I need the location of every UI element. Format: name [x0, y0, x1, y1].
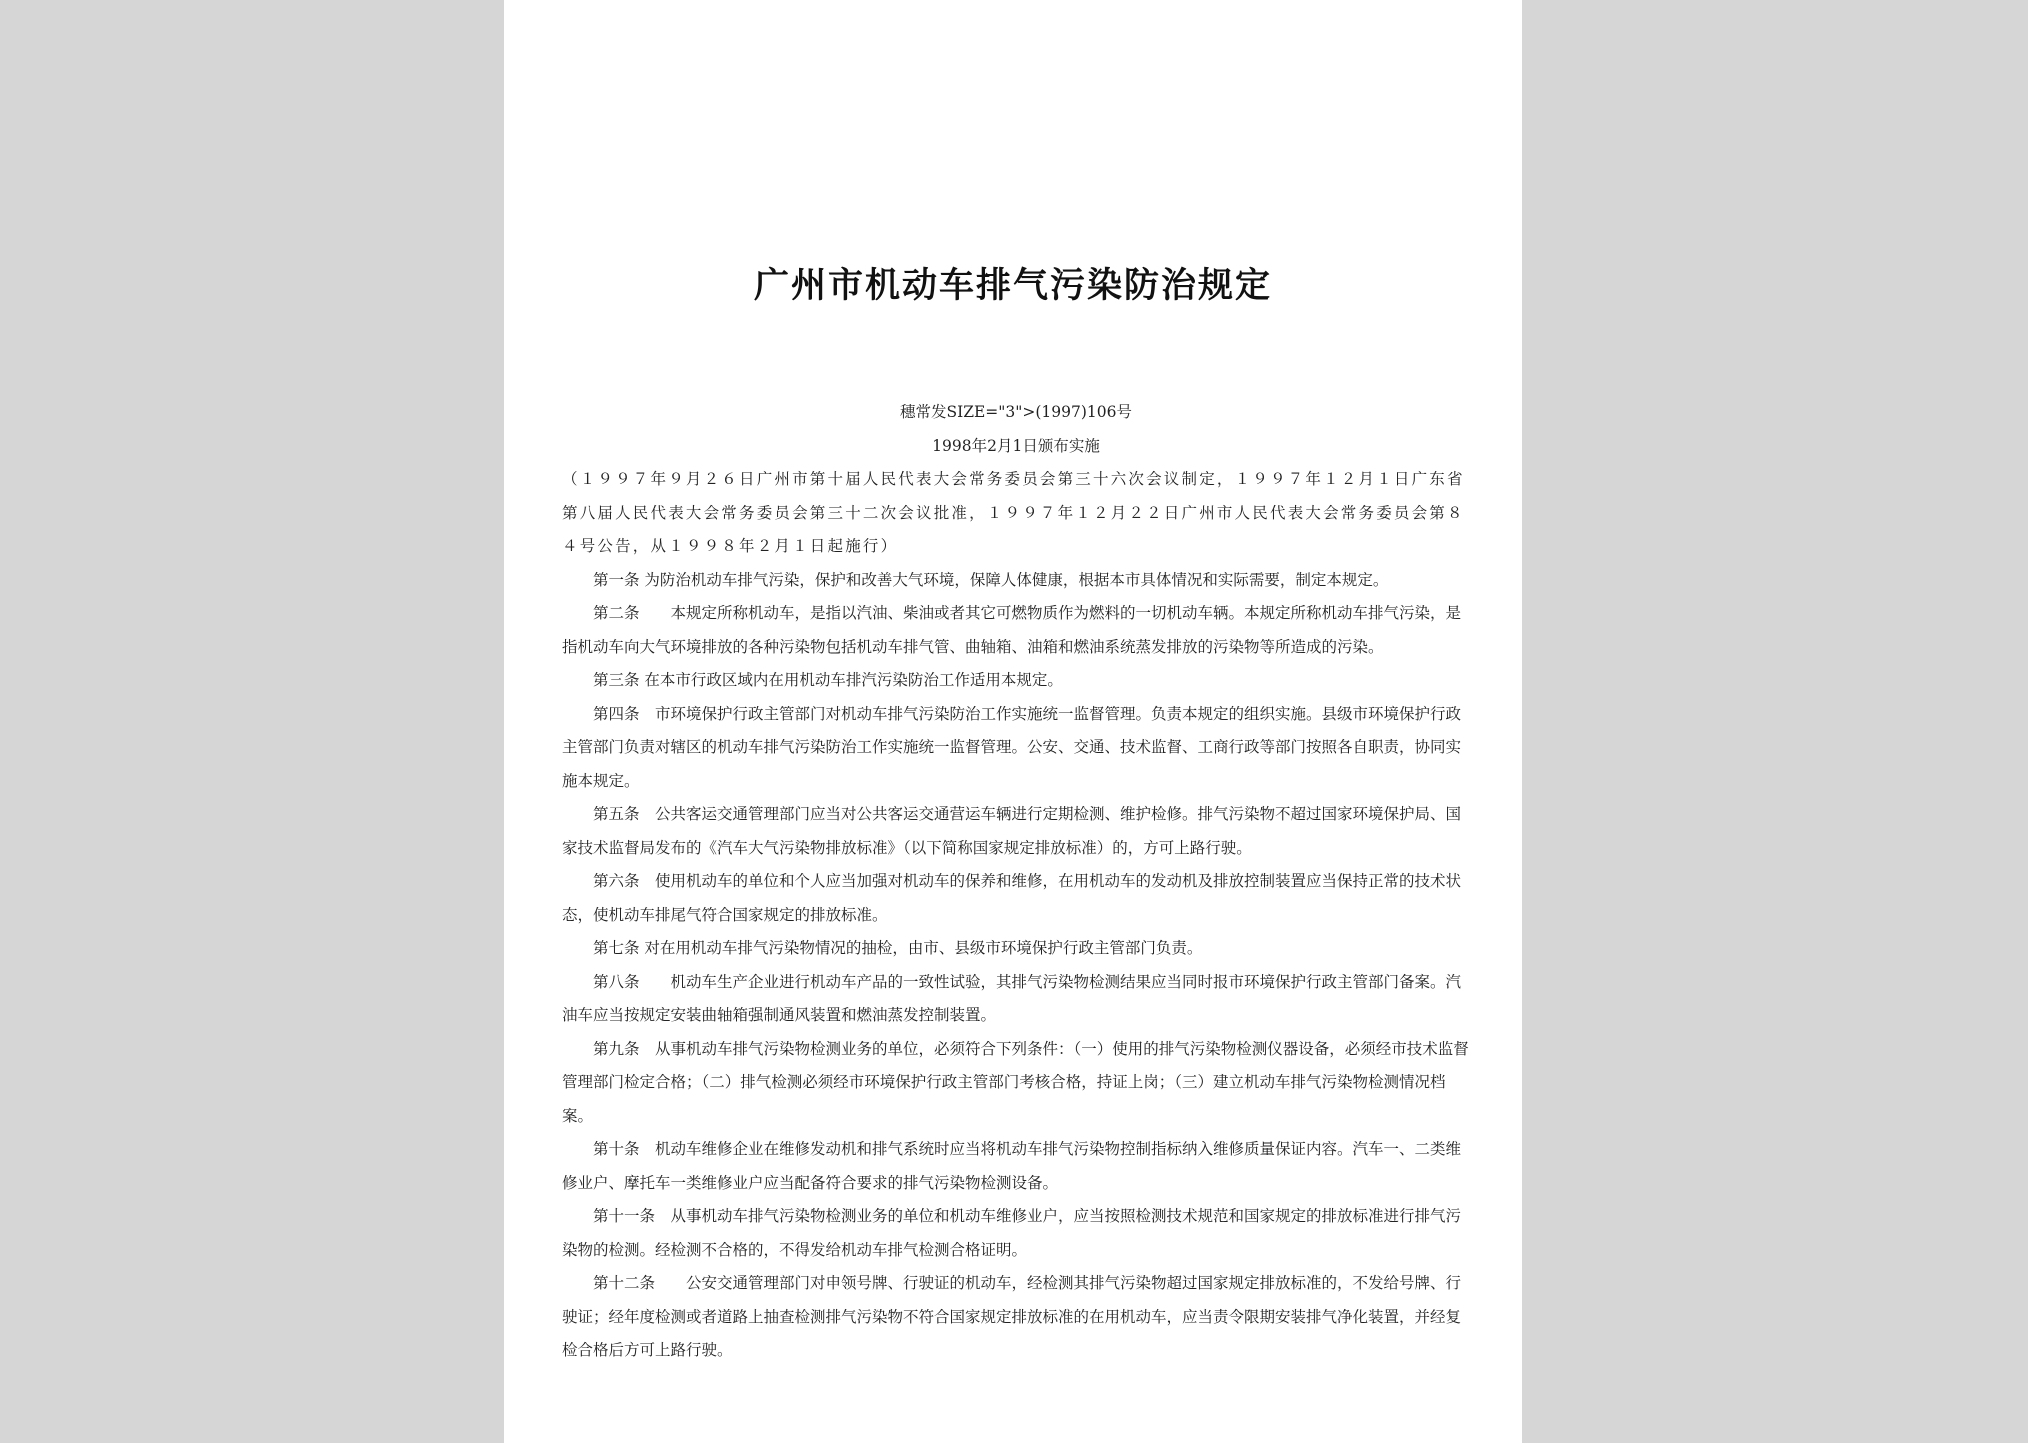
article-4: 第四条 市环境保护行政主管部门对机动车排气污染防治工作实施统一监督管理。负责本规定的组织实施。县级市环境保护行政主管部门负责对辖区的机动车排气污染防治工作实施统一监督管理。公安、交通、技术监督、工商行政等部门按照各自职责，协同实施本规定。 [562, 704, 1462, 790]
document-page [504, 0, 1522, 1443]
article-7: 第七条 对在用机动车排气污染物情况的抽检，由市、县级市环境保护行政主管部门负责。 [593, 939, 1203, 957]
article-2: 第二条 本规定所称机动车，是指以汽油、柴油或者其它可燃物质作为燃料的一切机动车辆。本规定所称机动车排气污染，是指机动车向大气环境排放的各种污染物包括机动车排气管、曲轴箱、油箱和燃油系统蒸发排放的污染物等所造成的污染。 [562, 604, 1462, 656]
article-1: 第一条 为防治机动车排气污染，保护和改善大气环境，保障人体健康，根据本市具体情况和实际需要，制定本规定。 [593, 570, 1389, 589]
document-body [562, 396, 1470, 1368]
article-11: 第十一条 从事机动车排气污染物检测业务的单位和机动车维修业户，应当按照检测技术规范和国家规定的排放标准进行排气污染物的检测。经检测不合格的，不得发给机动车排气检测合格证明。 [562, 1207, 1462, 1259]
article-5: 第五条 公共客运交通管理部门应当对公共客运交通营运车辆进行定期检测、维护检修。排气污染物不超过国家环境保护局、国家技术监督局发布的《汽车大气污染物排放标准》（以下简称国家规定排放标准）的，方可上路行驶。 [562, 805, 1462, 857]
article-3: 第三条 在本市行政区域内在用机动车排汽污染防治工作适用本规定。 [593, 671, 1063, 689]
preamble: （１９９７年９月２６日广州市第十届人民代表大会常务委员会第三十六次会议制定，１９９７年１２月１日广东省第八届人民代表大会常务委员会第三十二次会议批准，１９９７年１２月２２日广州市人民代表大会常务委员会第８４号公告，从１９９８年２月１日起施行） [562, 470, 1465, 555]
article-12: 第十二条 公安交通管理部门对申领号牌、行驶证的机动车，经检测其排气污染物超过国家规定排放标准的，不发给号牌、行驶证；经年度检测或者道路上抽查检测排气污染物不符合国家规定排放标准的在用机动车，应当责令限期安装排气净化装置，并经复检合格后方可上路行驶。 [562, 1274, 1462, 1359]
article-6: 第六条 使用机动车的单位和个人应当加强对机动车的保养和维修，在用机动车的发动机及排放控制装置应当保持正常的技术状态，使机动车排尾气符合国家规定的排放标准。 [562, 872, 1462, 924]
effective-date: 1998年2月1日颁布实施 [932, 436, 1100, 455]
document-number: 穗常发SIZE="3">(1997)106号 [899, 403, 1133, 421]
article-9: 第九条 从事机动车排气污染物检测业务的单位，必须符合下列条件：（一）使用的排气污染物检测仪器设备，必须经市技术监督管理部门检定合格；（二）排气检测必须经市环境保护行政主管部门考核合格，持证上岗；（三）建立机动车排气污染物检测情况档案。 [562, 1039, 1469, 1125]
article-10: 第十条 机动车维修企业在维修发动机和排气系统时应当将机动车排气污染物控制指标纳入维修质量保证内容。汽车一、二类维修业户、摩托车一类维修业户应当配备符合要求的排气污染物检测设备。 [562, 1140, 1462, 1192]
article-8: 第八条 机动车生产企业进行机动车产品的一致性试验，其排气污染物检测结果应当同时报市环境保护行政主管部门备案。汽油车应当按规定安装曲轴箱强制通风装置和燃油蒸发控制装置。 [562, 972, 1462, 1024]
document-title: 广州市机动车排气污染防治规定 [753, 266, 1272, 306]
